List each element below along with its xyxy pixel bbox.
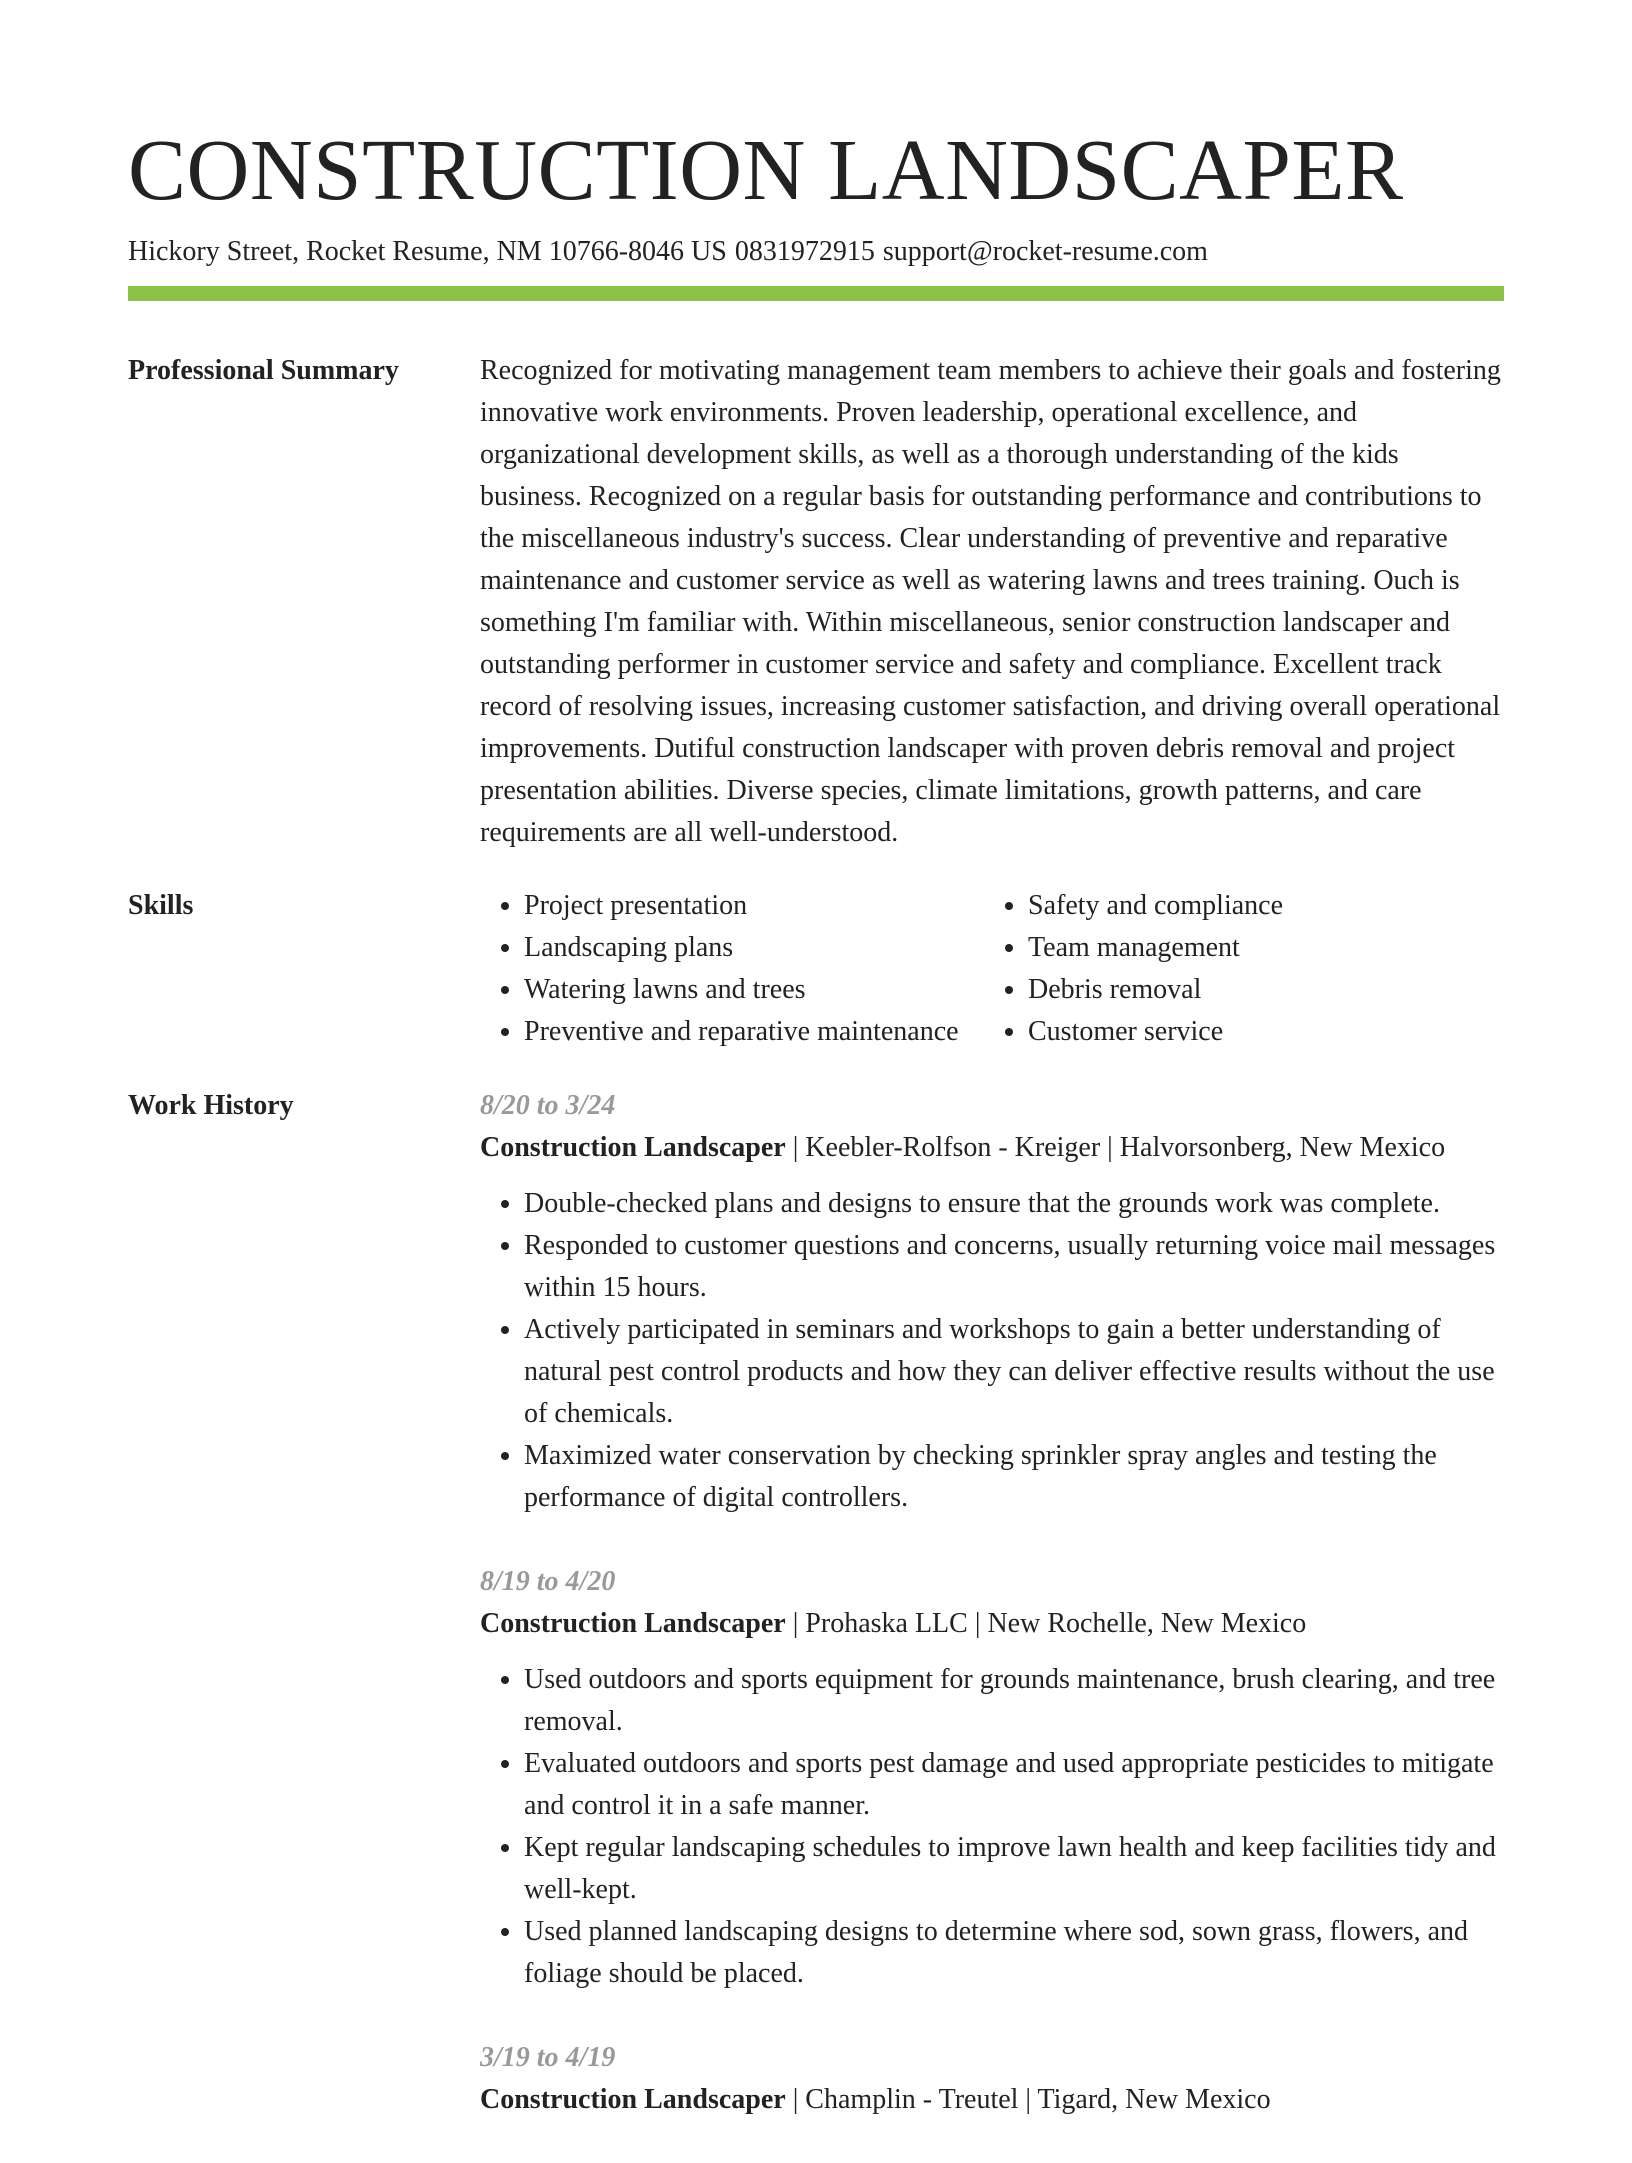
job-dates: 8/19 to 4/20 [480, 1566, 616, 1597]
work-history-section [128, 1085, 1504, 2163]
summary-body [480, 350, 1504, 854]
candidate-name: CONSTRUCTION LANDSCAPER [128, 121, 1404, 218]
skill-item: • Landscaping plans [524, 927, 984, 969]
professional-summary-section [128, 350, 1504, 854]
skill-item: • Watering lawns and trees [524, 969, 984, 1011]
accent-divider [128, 286, 1504, 301]
work-history-body [480, 1085, 1504, 2163]
skill-item: • Debris removal [1028, 969, 1488, 1011]
skill-item: • Safety and compliance [1028, 885, 1488, 927]
job-bullet: • Actively participated in seminars and workshops to gain a better understanding of natural pest control products and how they can deliver effective results without the use of chemicals. [524, 1309, 1504, 1435]
section-heading-work: Work History [128, 1090, 294, 1121]
section-heading-summary: Professional Summary [128, 355, 399, 386]
contact-address: Hickory Street, Rocket Resume, NM 10766-8046 US [128, 236, 727, 267]
summary-text: Recognized for motivating management team members to achieve their goals and fostering innovative work environments. Proven leadership, operational excellence, and organizational development skills, as well as a thorough understanding of the kids business. Recognized on a regular basis for outstanding performance and contributions to the miscellaneous industry's success. Clear understanding of preventive and reparative maintenance and customer service as well as watering lawns and trees training. Ouch is something I'm familiar with. Within miscellaneous, senior construction landscaper and outstanding performer in customer service and safety and compliance. Excellent track record of resolving issues, increasing customer satisfaction, and driving overall operational improvements. Dutiful construction landscaper with proven debris removal and project presentation abilities. Diverse species, climate limitations, growth patterns, and care requirements are all well-understood. [480, 355, 1501, 848]
skills-column-1 [480, 885, 984, 1053]
job-title-line [480, 2079, 1504, 2121]
job-details: | Champlin - Treutel | Tigard, New Mexico [785, 2084, 1271, 2115]
skills-section [128, 885, 1504, 1053]
contact-email: support@rocket-resume.com [882, 236, 1208, 267]
job-title-line [480, 1127, 1504, 1169]
job-dates: 3/19 to 4/19 [480, 2042, 616, 2073]
skill-item: • Team management [1028, 927, 1488, 969]
job-title: Construction Landscaper [480, 1608, 786, 1639]
skills-column-2 [984, 885, 1488, 1053]
job-entry [480, 1085, 1504, 1519]
job-bullets [480, 1183, 1504, 1519]
section-heading-skills: Skills [128, 890, 194, 921]
job-bullets [480, 1659, 1504, 1995]
skill-item: • Customer service [1028, 1011, 1488, 1053]
skills-grid [480, 885, 1504, 1053]
job-details: | Prohaska LLC | New Rochelle, New Mexico [785, 1608, 1307, 1639]
job-bullet: • Evaluated outdoors and sports pest damage and used appropriate pesticides to mitigate and control it in a safe manner. [524, 1743, 1504, 1827]
job-details: | Keebler-Rolfson - Kreiger | Halvorsonberg, New Mexico [785, 1132, 1446, 1163]
contact-line [128, 232, 1504, 272]
job-title: Construction Landscaper [480, 1132, 786, 1163]
job-bullet: • Double-checked plans and designs to ensure that the grounds work was complete. [524, 1183, 1504, 1225]
job-bullet: • Responded to customer questions and concerns, usually returning voice mail messages within 15 hours. [524, 1225, 1504, 1309]
job-entry [480, 2037, 1504, 2121]
job-bullet: • Maximized water conservation by checking sprinkler spray angles and testing the performance of digital controllers. [524, 1435, 1504, 1519]
skill-item: • Preventive and reparative maintenance [524, 1011, 984, 1053]
job-title: Construction Landscaper [480, 2084, 786, 2115]
job-entry [480, 1561, 1504, 1995]
contact-phone: 0831972915 [734, 236, 875, 267]
skill-item: • Project presentation [524, 885, 984, 927]
resume-header [128, 118, 1504, 272]
job-bullet: • Used planned landscaping designs to determine where sod, sown grass, flowers, and foliage should be placed. [524, 1911, 1504, 1995]
job-title-line [480, 1603, 1504, 1645]
job-bullet: • Kept regular landscaping schedules to improve lawn health and keep facilities tidy and well-kept. [524, 1827, 1504, 1911]
job-dates: 8/20 to 3/24 [480, 1090, 616, 1121]
job-bullet: • Used outdoors and sports equipment for grounds maintenance, brush clearing, and tree removal. [524, 1659, 1504, 1743]
